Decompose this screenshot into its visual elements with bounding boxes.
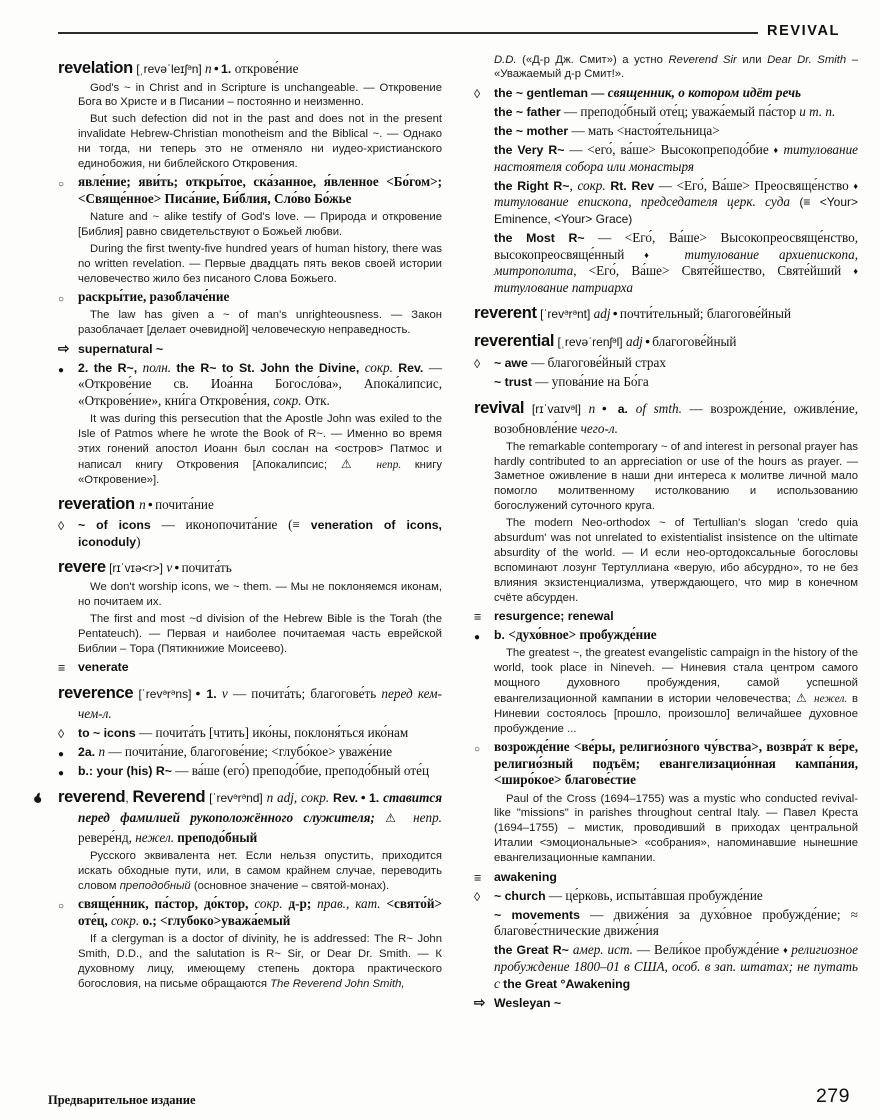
text-segment: — священник, о котором идёт речь [587,84,802,100]
text-segment: Rt. Rev [610,178,655,193]
text-segment: the Right R~ [494,178,570,193]
text-segment: сокр. [577,177,611,193]
text-segment: The law has given a ~ of man's unrighteousness. — Закон разоблачает [делает очевидной] человеческую неправедность. [78,309,442,337]
text-segment: ♦ [853,180,858,191]
text-segment: ⚠ [796,691,815,705]
text-segment: титулование настоятеля собора или монастыря [494,142,859,174]
sub-sense-line [474,230,858,296]
cross-reference-line [58,341,442,358]
text-segment: – «Уважаемый д-р Смит!». [494,53,859,81]
text-segment: n [139,497,146,513]
text-segment: ♦ [783,945,792,956]
sense-line [58,289,442,306]
example-paragraph [494,646,858,736]
diamond-marker-icon: ◊ [58,518,65,533]
text-segment: Rev. [398,360,429,375]
sub-sense-line [474,142,858,175]
page-header [0,0,880,39]
text-segment: («Д-р Дж. Смит») а устно [516,53,669,66]
filled-circle-marker-icon: ● [58,768,65,780]
text-segment: ~ church [494,888,546,903]
synonym-line [474,608,858,625]
text-segment: resurgence; renewal [494,609,614,624]
sense-line [58,360,442,410]
text-segment: ● [211,62,222,73]
dictionary-entry [58,684,442,723]
text-columns [0,39,880,1057]
text-segment: venerate [78,660,129,675]
filled-circle-marker-icon: ● [58,749,65,761]
sense-line [58,174,442,207]
text-segment: 1. [221,61,235,76]
sub-sense-line [474,907,858,940]
text-segment: b.: your (his) R~ [78,764,172,779]
text-segment: awakening [494,869,557,884]
text-segment: (≡ <Your> Eminence, <Your> Grace) [494,195,858,226]
text-segment: the R~ to St. John the Divine, [176,360,365,375]
running-head: REVIVAL [767,23,840,39]
text-segment: adj [625,334,643,350]
text-segment: книгу «Откровение»]. [78,458,442,486]
text-segment: преподо́бный [177,830,258,846]
synonym-line [58,659,442,676]
text-segment: ● [358,792,369,803]
header-rule [58,32,758,34]
example-paragraph [78,81,442,111]
example-paragraph [494,516,858,605]
text-segment: n [205,60,212,76]
open-circle-marker-icon: ○ [58,901,65,913]
text-segment: revival [474,398,525,417]
text-segment: to ~ icons [78,726,136,741]
text-segment: v [166,560,173,576]
sub-sense-line [474,104,858,121]
text-segment: полн. [142,359,177,375]
text-segment: The first and most ~d division of the Hebrew Bible is the Torah (the Pentateuch). — Первая и наиболее почитаемая часть еврейской Библии – Тора (Пятикнижие Моисеево). [78,612,442,655]
text-segment: преподобный [119,879,191,892]
text-segment: ~ of icons [78,517,151,532]
sub-sense-line [474,123,858,140]
example-paragraph [78,932,442,992]
text-segment: [ˌrevəˈleɪʃᵊn] [132,61,206,76]
text-segment: ~ movements [494,907,580,922]
text-segment: — ва́ше (его́) преподо́бие, преподо́бный оте́ц [171,763,429,779]
text-segment: прав., кат. [317,896,387,912]
dictionary-entry [474,332,858,352]
text-segment: сокр. [254,896,289,912]
text-segment: — <его́, ва́ше> Высокопреподо́бие [564,142,774,158]
example-paragraph [78,210,442,240]
text-segment: [rɪˈvaɪvᵊl] [524,401,589,416]
text-segment: , [293,790,301,806]
sense-line [474,888,858,905]
diamond-marker-icon: ◊ [474,86,481,101]
text-segment: But such defection did not in the past and does not in the present invalidate Hebrew-Christian monotheism and the Biblical ~. — Однако ни тогда, ни теперь это не отменяло ни иудео-христианского единобожия, ни библейского Откровения. [78,113,442,171]
text-segment: — <Его́, Ва́ше> Преосвяще́нство [654,177,854,193]
text-segment: , [125,791,133,806]
text-segment: — почита́ть [чтить] ико́ны, поклоня́ться ико́нам [135,725,409,741]
example-paragraph [78,242,442,287]
text-segment: Nature and ~ alike testify of God's love. — Природа и откровение [Библия] равно свидетельствуют о Божьей любви. [78,211,442,239]
text-segment: — преподо́бный оте́ц; уважа́емый па́стор [560,103,800,119]
text-segment: — почита́ть; благогове́ть [227,685,382,701]
text-segment: ● [610,308,620,319]
text-segment: ~ awe [494,355,528,370]
cross-reference-arrow-icon: ⇨ [58,340,70,356]
text-segment: сокр. [364,359,399,375]
text-segment: adj [593,306,611,322]
text-segment: — мать <настоя́тельница> [568,123,720,138]
example-paragraph [78,112,442,172]
text-segment: ● [595,402,618,413]
text-segment: — «Открове́ние св. Иоа́нна Богосло́ва», Апока́липсис, «Открове́ние», кни́га Открове́ния, [78,359,442,408]
text-segment: чего-л. [580,420,618,436]
text-segment: почита́ть [181,560,232,576]
open-circle-marker-icon: ○ [58,179,65,191]
text-segment: revelation [58,58,133,77]
text-segment: The remarkable contemporary ~ of and interest in personal prayer has hardly contributed to an appreciation or use of the hours as prayer. — Заметное оживление в наши дни интереса к молитве личной мало помогло молитвенному истолкованию и использованию богослужений суточного круга. [494,440,858,513]
text-segment: ● [172,562,182,573]
dictionary-entry [58,495,442,514]
text-segment: ● [191,687,207,698]
sense-line [474,85,858,102]
sense-line [58,517,442,550]
sub-sense-line [474,942,858,992]
text-segment: God's ~ in Christ and in Scripture is unchangeable. — Откровение Бога во Христе и в Писании – постоянно и неизменно. [78,81,442,109]
dictionary-entry [474,304,858,324]
text-segment: Wesleyan ~ [494,995,562,1010]
text-segment: открове́ние [234,60,299,76]
text-segment: veneration of icons, iconoduly [78,517,442,549]
diamond-marker-icon: ◊ [474,356,481,371]
sub-sense-line [474,374,858,391]
sense-line [58,725,442,742]
text-segment: reverence [58,683,134,702]
text-segment: the Most R~ [494,231,585,246]
text-segment: [ˈrevᵊrᵊnt] [536,307,594,322]
text-segment: n [588,400,596,416]
text-segment: It was during this persecution that the Apostle John was exiled to the Isle of Patmos where he wrote the Book of R~. — Именно во время этих гонений апостол Иоанн был сослан на <остров> Патмос и написал книгу Откровения [Апокалипсис; [78,412,442,471]
text-segment: Reverend [132,788,206,807]
example-paragraph [78,849,442,894]
sense-line [474,355,858,372]
text-segment: ♦ [644,249,685,260]
text-segment: — <Его́, Ва́ше> Высокопреосвяще́нство, высокопреосвяще́нный [494,230,858,262]
text-segment: , <Его́, Ва́ше> Святе́йшество, Святе́йший [573,263,854,279]
text-segment: ревере́нд, [78,830,136,846]
sub-sense-line [474,178,858,228]
text-segment: д-р; [288,896,318,912]
text-segment: — благогове́йный страх [527,354,666,370]
right-column [474,51,858,1057]
text-segment: (основное значение – святой-монах). [190,879,390,892]
text-segment: reveration [58,495,140,514]
text-segment: [ˈrevᵊrᵊns] [133,686,192,701]
text-segment: 2a. [78,745,99,760]
text-segment: Rev. [332,791,359,806]
text-segment: 1. [368,791,384,806]
text-segment: — возрожде́ние, оживле́ние, возобновле́ние [494,400,858,436]
text-segment: <свято́й> оте́ц, [78,896,442,928]
text-segment: reverential [474,332,555,351]
text-segment: <духо́вное> пробужде́ние [508,627,657,643]
text-segment: — упова́ние на Бо́га [531,374,649,390]
text-segment: или [736,53,768,66]
example-paragraph [78,612,442,657]
text-segment: [ˌrevəˈrenʃᵊl] [554,335,626,350]
text-segment: Отк. [304,392,330,408]
text-segment: ♦ [853,266,858,277]
equivalence-marker-icon: ≡ [474,870,482,885]
text-segment: n [98,744,106,760]
edition-note: Предварительное издание [48,1093,196,1107]
text-segment: , [569,177,578,193]
text-segment: Русского эквивалента нет. Если нельзя опустить, приходится искать обходные пути, или, в самом крайнем случае, переводить словом [78,850,442,892]
text-segment: ставится перед фамилией рукоположённого служителя; [78,790,442,826]
filled-circle-marker-icon: ● [474,632,481,644]
example-paragraph [78,308,442,338]
cross-reference-arrow-icon: ⇨ [474,994,486,1010]
page-number: 279 [815,1085,850,1107]
text-segment: a. [617,401,636,416]
text-segment: благогове́йный [652,334,737,350]
text-segment: reverend [58,788,126,807]
example-paragraph [494,53,858,83]
text-segment: We don't worship icons, we ~ them. — Мы не поклоняемся иконам, но почитаем их. [78,581,442,609]
text-segment: revere [58,558,106,577]
sense-line [474,627,858,644]
text-segment: If a clergyman is a doctor of divinity, he is addressed: The R~ John Smith, D.D., and the salutation is R~ Sir, or Dear Dr. Smith. — К духовному лицу, имеющему степень доктора практического богословия, на письме обращаются [78,932,442,990]
example-paragraph [78,412,442,488]
sense-line [58,896,442,929]
text-segment: the ~ mother [494,124,569,138]
page-footer [48,1085,850,1108]
text-segment: ) [136,533,141,549]
text-segment: — почита́ние, благогове́ние; <глубо́кое> уваже́ние [105,744,393,760]
text-segment: титулование епископа, председателя церк. суда [494,194,790,210]
dictionary-entry [58,558,442,578]
diamond-marker-icon: ◊ [58,727,65,742]
cross-reference-line [474,995,858,1012]
text-segment: почита́ние [155,497,214,513]
text-segment: the Great °Awakening [503,976,631,991]
text-segment: Reverend Sir [668,53,737,66]
open-circle-marker-icon: ○ [474,744,481,756]
text-segment: [rɪˈvɪə<r>] [105,561,167,576]
text-segment: ⚠ [340,456,377,471]
text-segment: v [221,685,228,701]
text-segment: — це́рковь, испыта́вшая пробужде́ние [545,887,763,903]
text-segment: в Ниневии состоялось [прошло, произошло] величайшее духовное пробуждение ... [494,693,858,735]
text-segment: нежел. [814,693,852,705]
text-segment: сокр. [273,392,305,408]
synonym-line [474,869,858,886]
text-segment: — Вели́кое пробужде́ние [632,942,784,958]
text-segment: ● [642,336,653,347]
text-segment: и т. п. [799,103,836,119]
text-segment: — движе́ния за духо́вное пробужде́ние; ≈ благове́стнические движе́ния [494,906,858,939]
sense-line [58,744,442,761]
text-segment: Dear Dr. Smith [767,53,847,66]
dictionary-entry [58,59,442,79]
text-segment: The greatest ~, the greatest evangelistic campaign in the history of the world, took place in Nineveh. — Ниневия стала центром самого мощного духовного пробуждения, самой успешной евангелизационной кампании в истории человечества; [494,647,858,705]
text-segment: n adj [266,790,294,806]
text-segment: reverent [474,304,537,323]
text-segment: the Great R~ [494,943,573,958]
diamond-marker-icon: ◊ [474,889,481,904]
text-segment: амер. ист. [572,942,633,958]
text-segment: ♦ [773,145,784,156]
text-segment: 2. the R~, [78,360,143,375]
text-segment: ~ trust [494,375,532,390]
text-segment: непр. [376,458,415,471]
example-paragraph [494,792,858,867]
text-segment: the ~ gentleman [494,85,588,100]
text-segment: the Very R~ [494,143,565,158]
example-paragraph [78,580,442,610]
text-segment: религиозное пробуждение 1800–01 в США, особ. в зап. штатах; не путать с [494,942,858,991]
dictionary-entry [474,399,858,438]
left-column [58,51,442,1057]
text-segment: The Reverend John Smith, [270,977,405,990]
text-segment: почти́тельный; благогове́йный [619,306,792,322]
text-segment: During the first twenty-five hundred years of human history, there was no written revelation. — Первые двадцать пять веков своей истории человечество жило без писаного Слова Божьего. [78,242,442,285]
dictionary-entry [58,788,442,847]
text-segment: непр. [413,810,442,826]
text-segment: of smth. [635,400,682,416]
text-segment: о.; <глубоко>уважа́емый [142,912,291,928]
text-segment: раскры́тие, разоблаче́ние [78,289,230,305]
text-segment: 1. [206,686,222,701]
filled-circle-marker-icon: ● [58,364,65,376]
text-segment: нежел. [135,830,178,846]
sense-line [58,763,442,780]
sense-line [474,739,858,789]
text-segment: титулование архиепископа, митрополита [494,246,858,279]
text-segment: Paul of the Cross (1694–1755) was a mystic who conducted revival-like "missions" in parishes throughout central Italy. — Павел Креста (1694–1755) – мистик, проводивший в приходах центральной Италии <эмоциональные> «собрания», напоминавшие нынешние евангелизационные кампании. [494,792,858,865]
text-segment: возрожде́ние <ве́ры, религио́зного чу́вства>, возвра́т к ве́ре, религио́зный подъём; евангелизацио́нная кампа́ния, <широ́кое> благове́стие [494,739,858,788]
text-segment: the ~ father [494,104,561,119]
text-segment: свяще́нник, па́стор, до́ктор, [78,896,255,912]
text-segment: ● [145,499,156,510]
text-segment: сокр. [110,912,143,928]
equivalence-marker-icon: ≡ [58,661,66,676]
text-segment: The modern Neo-orthodox ~ of Tertullian's slogan 'credo quia absurdum' was not unrelated to existentialist insistence on the ultimate absurdity of the world. — И если нео-ортодоксальные богословы вспоминают лозунг Тертуллиана «верую, ибо абсурдно», то не без влияния экзистенциализма, утверждающего, что мир в конечном счёте абсурден. [494,517,858,604]
text-segment: сокр. [300,790,333,806]
text-segment: D.D. [494,53,517,66]
example-paragraph [494,440,858,515]
text-segment: ⚠ [385,811,414,826]
text-segment: титулование патриарха [494,279,633,295]
text-segment: явле́ние; яви́ть; откры́тое, ска́занное, я́вленное <Бо́гом>; <Свяще́нное> Писа́ние, Би́блия, Сло́во Бо́жье [78,174,442,207]
margin-note-icon [31,792,42,805]
text-segment: b. [494,628,509,643]
text-segment: supernatural ~ [78,341,164,356]
open-circle-marker-icon: ○ [58,294,65,306]
text-segment: перед кем-чем-л. [78,685,442,721]
text-segment: — иконопочита́ние (≡ [150,516,311,532]
text-segment: [ˈrevᵊrᵊnd] [205,791,267,806]
equivalence-marker-icon: ≡ [474,610,482,625]
